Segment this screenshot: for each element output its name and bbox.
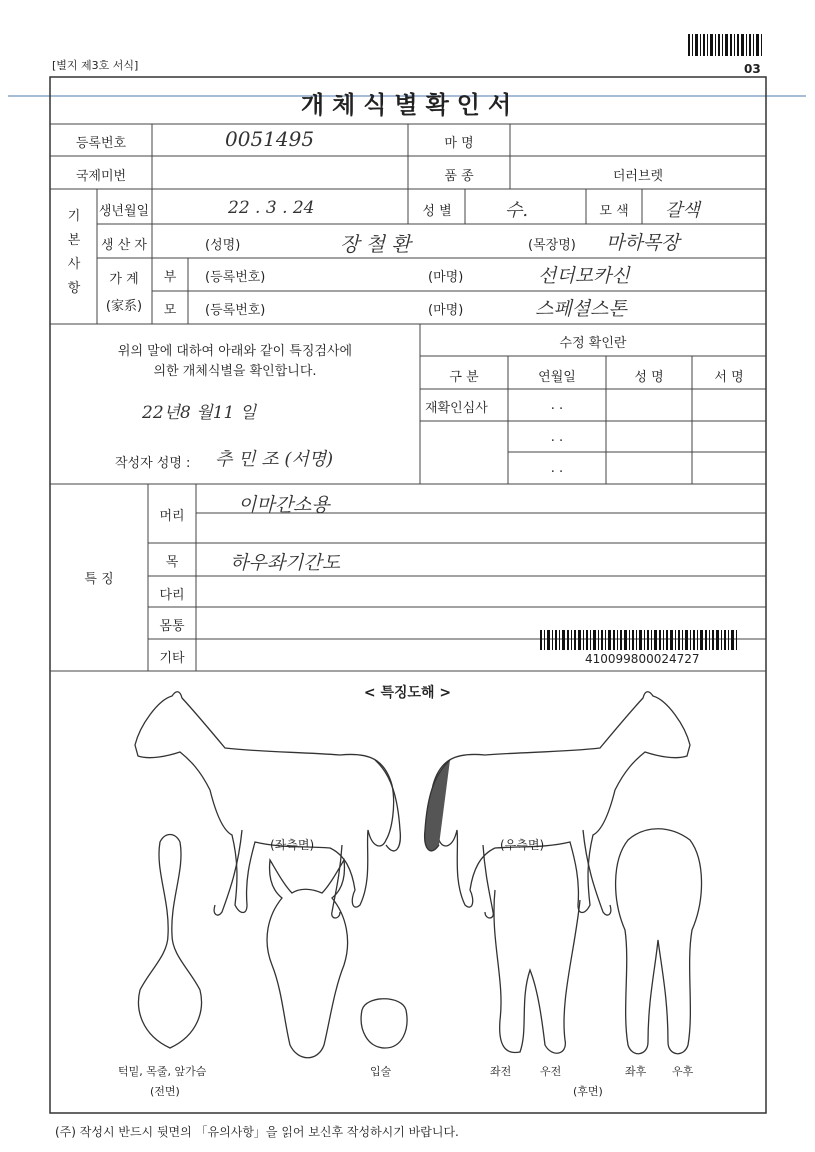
sex-label: 성 별 bbox=[422, 204, 452, 219]
basic-section-label: 기 본 사 항 bbox=[67, 209, 81, 296]
farm-value: 마하목장 bbox=[606, 232, 680, 254]
rev-date-1: . . bbox=[550, 398, 564, 413]
confirm-text-1: 위의 말에 대하여 아래와 같이 특징검사에 bbox=[117, 344, 353, 359]
rear-left-hind-label: 좌후 bbox=[625, 1065, 647, 1078]
sire-label: 부 bbox=[163, 270, 177, 285]
front-neck-view bbox=[139, 835, 202, 1049]
writer-value: 추 민 조 (서명) bbox=[215, 449, 334, 470]
feature-neck-value: 하우좌기간도 bbox=[230, 552, 341, 574]
sex-value: 수. bbox=[505, 200, 529, 221]
rev-date-2: . . bbox=[550, 430, 564, 445]
lips-view bbox=[361, 999, 407, 1048]
birth-label: 생년월일 bbox=[98, 204, 150, 219]
dam-label: 모 bbox=[163, 303, 177, 318]
pedigree-label: 가 계 (家系) bbox=[105, 272, 143, 314]
breed-label: 품 종 bbox=[444, 169, 474, 184]
features-label: 특 징 bbox=[84, 572, 114, 587]
farm-paren: (목장명) bbox=[528, 238, 576, 253]
rev-row-label: 재확인심사 bbox=[425, 401, 488, 416]
rear-right-hind-label: 우후 bbox=[672, 1065, 694, 1078]
rear-view-horse bbox=[616, 829, 702, 1054]
rev-col-type: 구 분 bbox=[449, 370, 479, 385]
feature-head-label: 머리 bbox=[159, 509, 185, 524]
footnote: (주) 작성시 반드시 뒷면의 「유의사항」을 읽어 보신후 작성하시기 바랍니다. bbox=[55, 1125, 459, 1139]
confirm-date: 22년8 월11 일 bbox=[142, 403, 257, 423]
feature-head-value: 이마간소용 bbox=[238, 494, 330, 516]
dam-name-paren: (마명) bbox=[428, 303, 464, 318]
front-head-view bbox=[267, 860, 348, 1058]
sire-name-paren: (마명) bbox=[428, 270, 464, 285]
dam-reg-paren: (등록번호) bbox=[205, 303, 266, 318]
color-label: 모 색 bbox=[599, 204, 629, 219]
color-value: 갈색 bbox=[665, 200, 700, 221]
rear-left-front-label: 좌전 bbox=[490, 1065, 512, 1078]
right-side-label: (우측면) bbox=[500, 838, 545, 852]
horse-diagrams bbox=[135, 692, 702, 1058]
feature-other-label: 기타 bbox=[159, 651, 185, 666]
diagram-title: < 특징도해 > bbox=[363, 685, 452, 701]
page-number: 03 bbox=[744, 62, 761, 76]
breeder-name-paren: (성명) bbox=[205, 238, 241, 253]
horse-name-label: 마 명 bbox=[444, 136, 474, 151]
front-parts-label: 턱밑, 목줄, 앞가슴 bbox=[118, 1065, 207, 1078]
intl-no-label: 국제미번 bbox=[75, 169, 127, 184]
barcode-number: 410099800024727 bbox=[585, 652, 700, 666]
reg-no-label: 등록번호 bbox=[75, 136, 127, 151]
form-number: [별지 제3호 서식] bbox=[52, 59, 139, 72]
sire-value: 선더모카신 bbox=[538, 265, 630, 287]
rear-legs-view bbox=[494, 890, 580, 1053]
top-barcode bbox=[688, 34, 762, 56]
rev-col-date: 연월일 bbox=[538, 370, 576, 385]
writer-label: 작성자 성명 : bbox=[115, 456, 191, 471]
breeder-label: 생 산 자 bbox=[101, 238, 147, 253]
page-title: 개체식별확인서 bbox=[300, 91, 520, 119]
rear-label: (후면) bbox=[573, 1085, 603, 1098]
rev-col-name: 성 명 bbox=[634, 370, 664, 385]
id-barcode bbox=[540, 630, 737, 650]
front-label: (전면) bbox=[150, 1085, 180, 1098]
left-side-label: (좌측면) bbox=[270, 838, 315, 852]
revision-title: 수정 확인란 bbox=[559, 336, 627, 351]
sire-reg-paren: (등록번호) bbox=[205, 270, 266, 285]
lips-label: 입술 bbox=[370, 1065, 392, 1078]
feature-legs-label: 다리 bbox=[159, 588, 185, 603]
feature-neck-label: 목 bbox=[165, 555, 179, 570]
birth-value: 22 . 3 . 24 bbox=[228, 198, 315, 218]
feature-body-label: 몸통 bbox=[159, 619, 185, 634]
rev-date-3: . . bbox=[550, 461, 564, 476]
dam-value: 스페셜스톤 bbox=[535, 298, 627, 320]
confirm-text-2: 의한 개체식별을 확인합니다. bbox=[153, 364, 317, 379]
right-side-horse bbox=[431, 692, 690, 913]
breed-value: 더러브렛 bbox=[612, 169, 664, 184]
rear-right-front-label: 우전 bbox=[540, 1065, 562, 1078]
reg-no-value: 0051495 bbox=[225, 127, 315, 151]
rev-col-sign: 서 명 bbox=[714, 370, 744, 385]
breeder-value: 장 철 환 bbox=[340, 232, 411, 256]
left-side-horse bbox=[135, 692, 394, 913]
